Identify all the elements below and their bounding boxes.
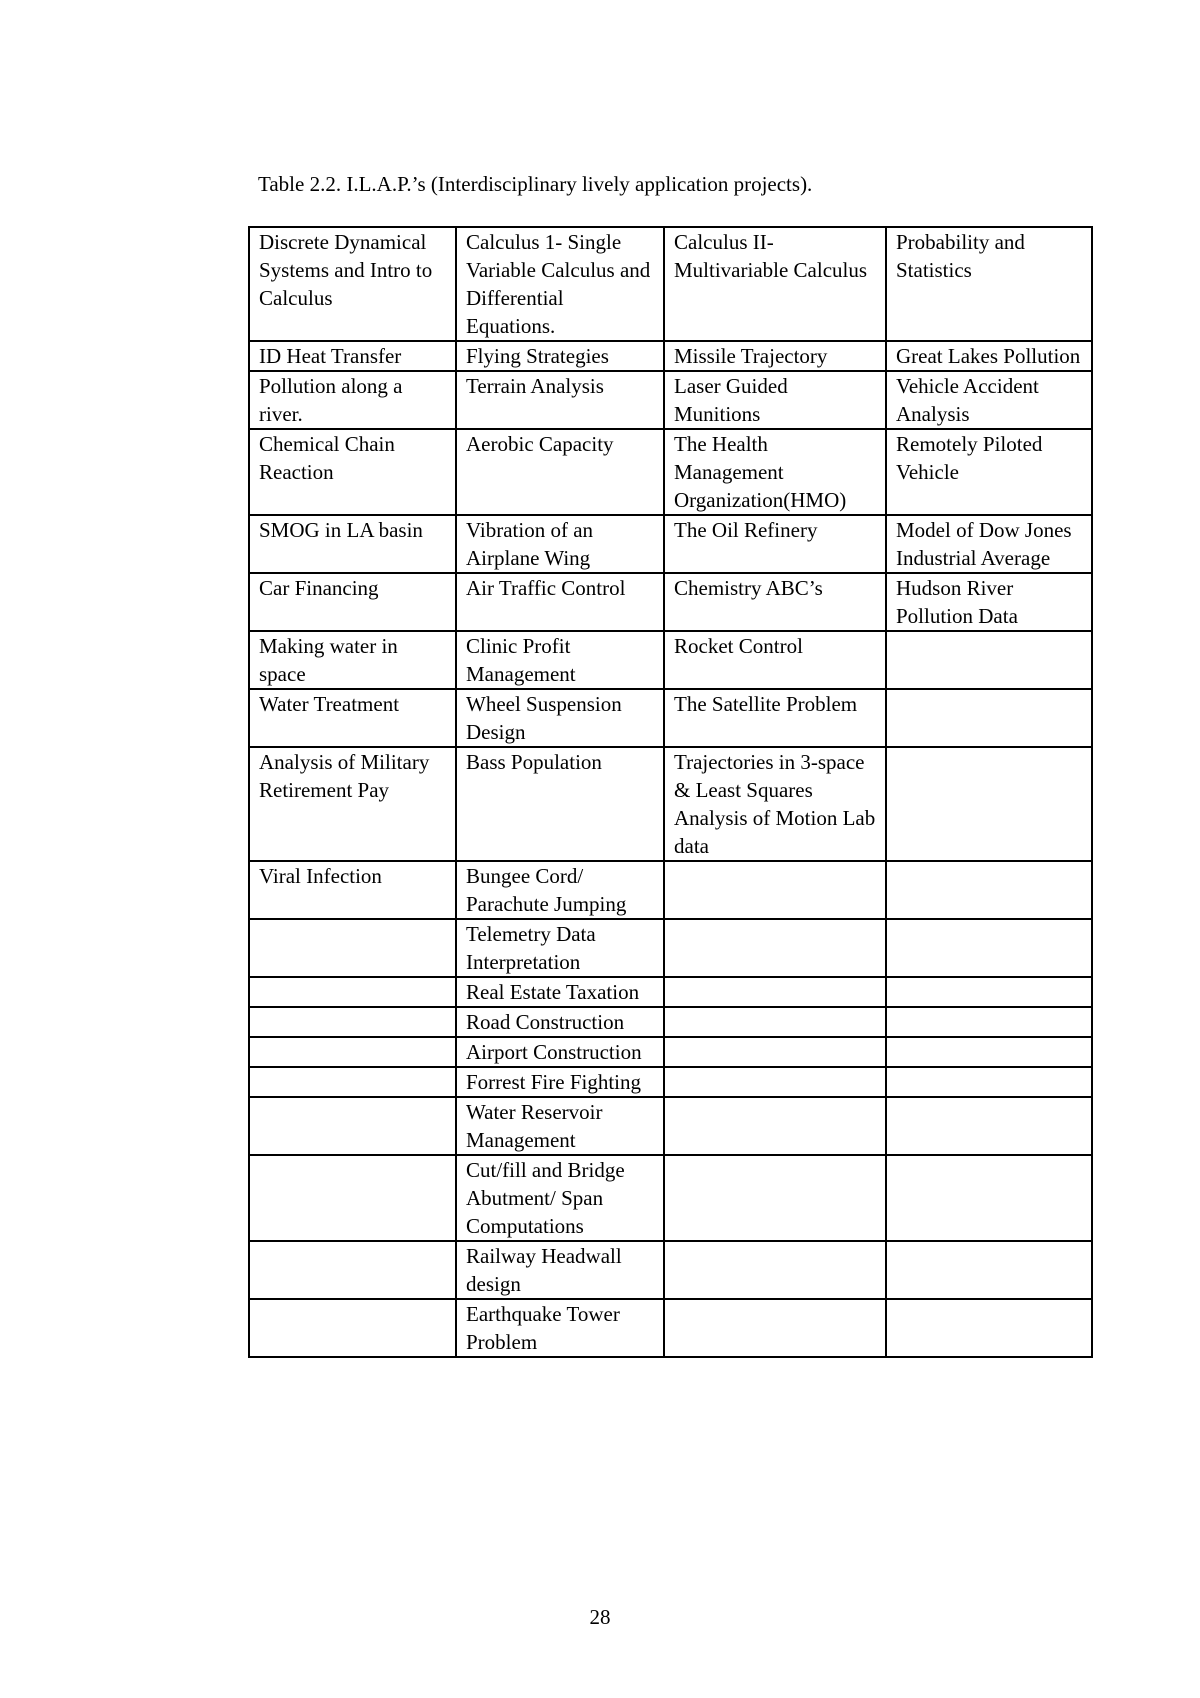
table-cell [664,1007,886,1037]
table-cell: Car Financing [249,573,456,631]
table-cell [664,1155,886,1241]
table-cell: Calculus 1- Single Variable Calculus and Differential Equations. [456,227,664,341]
table-cell: Chemistry ABC’s [664,573,886,631]
table-cell: Railway Headwall design [456,1241,664,1299]
table-cell: Earthquake Tower Problem [456,1299,664,1357]
table-cell [886,1299,1092,1357]
table-cell [886,1067,1092,1097]
table-cell: Discrete Dynamical Systems and Intro to Calculus [249,227,456,341]
table-cell [664,1067,886,1097]
table-row [249,977,1092,1007]
ilap-table-body [249,227,1092,1357]
table-cell [664,919,886,977]
table-cell: Probability and Statistics [886,227,1092,341]
table-cell: Vehicle Accident Analysis [886,371,1092,429]
table-cell: Water Reservoir Management [456,1097,664,1155]
table-row [249,1007,1092,1037]
table-cell: Vibration of an Airplane Wing [456,515,664,573]
table-row [249,573,1092,631]
table-row [249,861,1092,919]
table-cell [886,1097,1092,1155]
table-cell: Road Construction [456,1007,664,1037]
table-cell [886,977,1092,1007]
table-cell [886,861,1092,919]
table-row [249,1299,1092,1357]
table-cell [886,1037,1092,1067]
table-cell: Flying Strategies [456,341,664,371]
table-row [249,341,1092,371]
table-cell: Great Lakes Pollution [886,341,1092,371]
table-row [249,747,1092,861]
table-cell [249,1241,456,1299]
table-cell [249,1007,456,1037]
table-cell [886,919,1092,977]
table-cell: Bass Population [456,747,664,861]
table-cell: Clinic Profit Management [456,631,664,689]
table-row [249,689,1092,747]
table-cell [664,1241,886,1299]
table-row [249,1067,1092,1097]
table-row [249,631,1092,689]
table-cell: Laser Guided Munitions [664,371,886,429]
table-row [249,1155,1092,1241]
table-cell [664,977,886,1007]
table-cell [249,1067,456,1097]
table-cell [249,1097,456,1155]
ilap-table [248,226,1093,1358]
table-cell: Chemical Chain Reaction [249,429,456,515]
table-cell: Pollution along a river. [249,371,456,429]
table-cell [249,1155,456,1241]
table-cell: Bungee Cord/ Parachute Jumping [456,861,664,919]
table-row [249,515,1092,573]
table-cell: Air Traffic Control [456,573,664,631]
table-cell: Viral Infection [249,861,456,919]
table-cell [249,1299,456,1357]
table-cell [886,631,1092,689]
table-row [249,429,1092,515]
table-cell [886,1007,1092,1037]
table-cell: Hudson River Pollution Data [886,573,1092,631]
table-cell: Making water in space [249,631,456,689]
table-cell [249,977,456,1007]
table-cell: Terrain Analysis [456,371,664,429]
table-cell [664,1037,886,1067]
table-row [249,227,1092,341]
table-cell: Calculus II- Multivariable Calculus [664,227,886,341]
table-cell [664,861,886,919]
table-caption: Table 2.2. I.L.A.P.’s (Interdisciplinary lively application projects). [258,172,813,196]
table-cell: The Oil Refinery [664,515,886,573]
table-cell [886,1155,1092,1241]
table-cell: Wheel Suspension Design [456,689,664,747]
table-cell: Model of Dow Jones Industrial Average [886,515,1092,573]
table-cell: Missile Trajectory [664,341,886,371]
table-cell [664,1299,886,1357]
table-cell: Airport Construction [456,1037,664,1067]
table-cell [886,689,1092,747]
table-cell: Forrest Fire Fighting [456,1067,664,1097]
table-cell: Remotely Piloted Vehicle [886,429,1092,515]
table-cell [886,747,1092,861]
table-cell: Telemetry Data Interpretation [456,919,664,977]
table-cell: Water Treatment [249,689,456,747]
table-cell: Aerobic Capacity [456,429,664,515]
table-row [249,1097,1092,1155]
table-cell [249,919,456,977]
table-row [249,1037,1092,1067]
page-number: 28 [589,1605,611,1629]
table-cell: The Health Management Organization(HMO) [664,429,886,515]
table-row [249,371,1092,429]
table-cell: SMOG in LA basin [249,515,456,573]
table-cell: Analysis of Military Retirement Pay [249,747,456,861]
table-cell: Real Estate Taxation [456,977,664,1007]
table-cell: Cut/fill and Bridge Abutment/ Span Computations [456,1155,664,1241]
table-cell: Rocket Control [664,631,886,689]
table-row [249,919,1092,977]
table-cell [249,1037,456,1067]
table-cell: ID Heat Transfer [249,341,456,371]
table-cell: The Satellite Problem [664,689,886,747]
table-cell [664,1097,886,1155]
table-cell [886,1241,1092,1299]
table-row [249,1241,1092,1299]
table-cell: Trajectories in 3-space & Least Squares Analysis of Motion Lab data [664,747,886,861]
